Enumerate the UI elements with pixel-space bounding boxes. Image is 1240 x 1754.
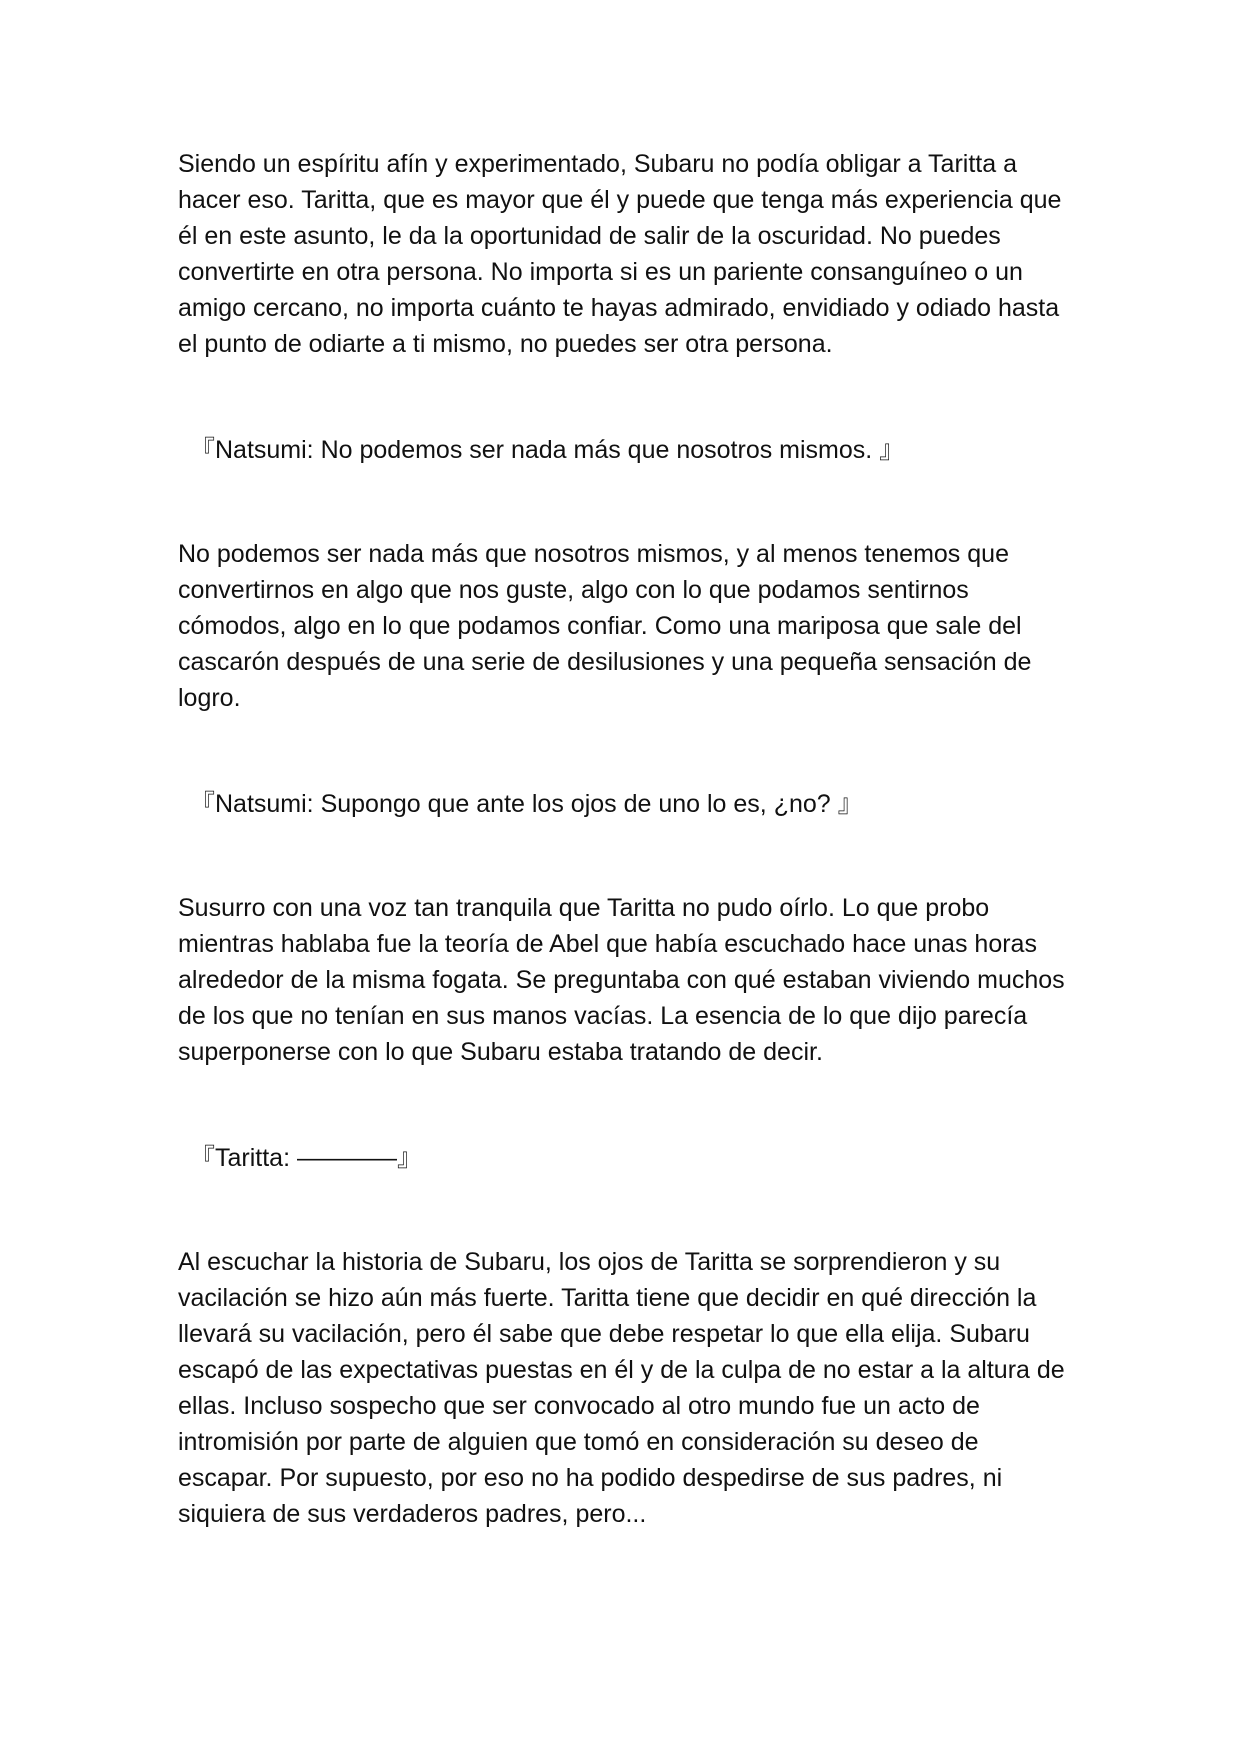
spacer	[178, 468, 1068, 536]
spacer	[178, 362, 1068, 432]
document-body	[178, 146, 1068, 1532]
dialogue-taritta: 『Taritta: ————』	[190, 1144, 422, 1172]
spacer	[178, 822, 1068, 890]
paragraph-4: Al escuchar la historia de Subaru, los ojos de Taritta se sorprendieron y su vacilación se hizo aún más fuerte. Taritta tiene que decidir en qué dirección la llevará su vacilación, pero él sabe que debe respetar lo que ella elija. Subaru escapó de las expectativas puestas en él y de la culpa de no estar a la altura de ellas. Incluso sospecho que ser convocado al otro mundo fue un acto de intromisión por parte de alguien que tomó en consideración su deseo de escapar. Por supuesto, por eso no ha podido despedirse de sus padres, ni siquiera de sus verdaderos padres, pero...	[178, 1248, 1065, 1528]
paragraph-2: No podemos ser nada más que nosotros mismos, y al menos tenemos que convertirnos en algo que nos guste, algo con lo que podamos sentirnos cómodos, algo en lo que podamos confiar. Como una mariposa que sale del cascarón después de una serie de desilusiones y una pequeña sensación de logro.	[178, 540, 1032, 712]
dialogue-natsumi-2: 『Natsumi: Supongo que ante los ojos de uno lo es, ¿no? 』	[190, 790, 863, 818]
paragraph-1: Siendo un espíritu afín y experimentado, Subaru no podía obligar a Taritta a hacer eso. Taritta, que es mayor que él y puede que tenga más experiencia que él en este asunto, le da la oportunidad de salir de la oscuridad. No puedes convertirte en otra persona. No importa si es un pariente consanguíneo o un amigo cercano, no importa cuánto te hayas admirado, envidiado y odiado hasta el punto de odiarte a ti mismo, no puedes ser otra persona.	[178, 150, 1062, 358]
dialogue-natsumi-1: 『Natsumi: No podemos ser nada más que nosotros mismos. 』	[190, 436, 905, 464]
spacer	[178, 1070, 1068, 1140]
spacer	[178, 1176, 1068, 1244]
paragraph-3: Susurro con una voz tan tranquila que Taritta no pudo oírlo. Lo que probo mientras hablaba fue la teoría de Abel que había escuchado hace unas horas alrededor de la misma fogata. Se preguntaba con qué estaban viviendo muchos de los que no tenían en sus manos vacías. La esencia de lo que dijo parecía superponerse con lo que Subaru estaba tratando de decir.	[178, 894, 1065, 1066]
spacer	[178, 716, 1068, 786]
